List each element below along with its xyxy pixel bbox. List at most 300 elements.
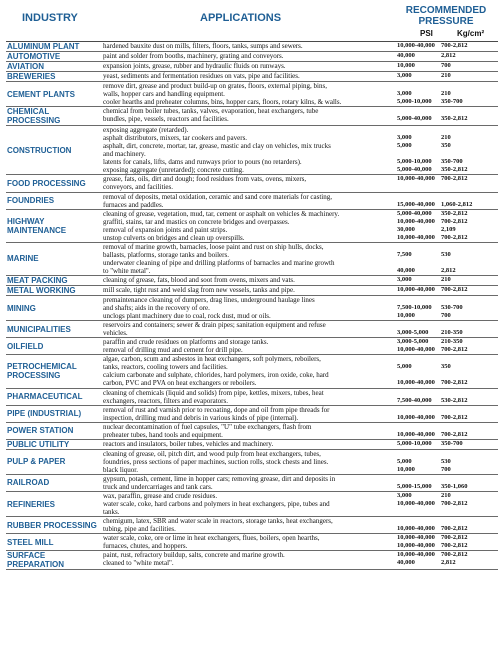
recommended-label: RECOMMENDED: [405, 5, 487, 16]
industry-table: [6, 41, 498, 570]
table-row: [6, 296, 498, 321]
psi-value: [397, 107, 441, 115]
application-text: paraffin and crude residues on platforms and storage tanks.: [103, 338, 269, 347]
kg-value: 700-2,812: [441, 233, 468, 241]
kg-value: [441, 517, 493, 525]
kg-value: 2,109: [441, 225, 456, 233]
psi-value: 10,000: [397, 465, 415, 473]
kg-value: [441, 423, 493, 431]
table-row: [6, 440, 498, 450]
kg-value: [441, 371, 493, 379]
application-text: removal of deposits, metal oxidation, ceramic and sand core materials for casting,: [103, 192, 332, 201]
table-row: [6, 193, 498, 210]
application-line: [101, 296, 493, 304]
application-line: [101, 346, 493, 354]
application-text: chemical from boiler tubes, tanks, valves, evaporation, heat exchangers, tube: [103, 107, 319, 116]
kg-value: 530-700: [441, 304, 463, 312]
psi-value: 10,000-40,000: [397, 175, 435, 183]
kg-value: 700-2,812: [441, 525, 468, 533]
application-text: tanks.: [103, 508, 120, 517]
industry-name: PIPE (INDUSTRIAL): [7, 409, 82, 419]
application-line: [101, 98, 493, 106]
table-row: [6, 107, 498, 126]
psi-value: 5,000-40,000: [397, 115, 432, 123]
application-line: [101, 286, 493, 294]
psi-value: [397, 450, 441, 458]
kg-value: 2,812: [441, 52, 456, 59]
application-line: [101, 126, 493, 134]
psi-value: 10,000: [397, 62, 415, 69]
pressure-label: PRESSURE: [418, 16, 474, 27]
kg-value: [441, 296, 493, 304]
psi-value: 10,000-40,000: [397, 285, 435, 293]
application-line: [101, 551, 493, 559]
application-line: [101, 338, 493, 346]
psi-value: 7,500-10,000: [397, 304, 432, 312]
application-text: asphalt, dirt, concrete, mortar, tar, grease, mastic and clay on vehicles, mix trucks: [103, 142, 331, 151]
psi-value: 10,000-40,000: [397, 217, 435, 225]
application-line: [101, 183, 493, 191]
application-text: tubing, pipe and facilities.: [103, 525, 176, 534]
application-text: gypsum, potash, cement, lime in hopper cars; removing grease, dirt and deposits in: [103, 474, 336, 483]
psi-value: 10,000: [397, 312, 415, 320]
application-line: [101, 492, 493, 500]
psi-value: [397, 296, 441, 304]
kg-value: [441, 193, 493, 201]
kg-value: [441, 259, 493, 267]
application-text: exposing aggregate (unretarded); concrete cutting.: [103, 166, 244, 175]
industry-name: FOOD PROCESSING: [7, 178, 86, 188]
application-line: [101, 142, 493, 150]
kg-value: 700-2,812: [441, 175, 468, 183]
application-text: furnaces and paddles.: [103, 200, 164, 209]
kg-value: 210-350: [441, 329, 463, 337]
psi-value: 40,000: [397, 559, 415, 567]
psi-value: 3,000: [397, 134, 412, 142]
application-text: wax, paraffin, grease and crude residues.: [103, 492, 218, 501]
kg-value: 210: [441, 72, 451, 79]
application-line: [101, 414, 493, 422]
kg-value: 210: [441, 90, 451, 98]
application-text: removal of marine growth, barnacles, loose paint and rust on ship hulls, docks,: [103, 242, 324, 251]
industry-name: MARINE: [7, 254, 39, 264]
application-line: [101, 134, 493, 142]
application-line: [101, 243, 493, 251]
industry-name: PETROCHEMICAL PROCESSING: [7, 362, 77, 381]
application-text: preheater tubes, hand tools and equipment.: [103, 430, 223, 439]
table-row: [6, 72, 498, 82]
application-text: grease, fats, oils, dirt and dough; food residues from vats, ovens, mixers,: [103, 175, 307, 184]
application-text: cooler hearths and preheater columns, bins, hopper cars, floors, rotary kilns, & walls.: [103, 98, 342, 107]
application-line: [101, 321, 493, 329]
kg-value: 350: [441, 142, 451, 150]
application-line: [101, 508, 493, 516]
application-line: [101, 466, 493, 474]
psi-value: 10,000-40,000: [397, 233, 435, 241]
kg-value: [441, 450, 493, 458]
table-row: [6, 355, 498, 388]
application-line: [101, 371, 493, 379]
psi-value: 10,000-40,000: [397, 500, 435, 508]
application-line: [101, 158, 493, 166]
application-text: underwater cleaning of pipe and drilling platforms of barnacles and marine growth: [103, 258, 335, 267]
psi-value: [397, 406, 441, 414]
kg-value: 700-2,812: [441, 346, 468, 354]
industry-name: CONSTRUCTION: [7, 145, 72, 155]
application-line: [101, 267, 493, 275]
psi-value: [397, 183, 441, 191]
table-row: [6, 52, 498, 62]
kg-value: 350-700: [441, 98, 463, 106]
table-row: [6, 517, 498, 534]
application-line: [101, 517, 493, 525]
application-text: to "white metal".: [103, 266, 151, 275]
application-line: [101, 234, 493, 242]
table-row: [6, 175, 498, 192]
industry-name: SURFACE PREPARATION: [7, 551, 65, 570]
application-line: [101, 397, 493, 405]
kg-value: 2,812: [441, 266, 456, 274]
industry-name: PUBLIC UTILITY: [7, 439, 70, 449]
application-text: algae, carbon, scum and asbestos in heat exchangers, soft polymers, reboilers,: [103, 355, 321, 364]
table-row: [6, 321, 498, 338]
psi-value: [397, 508, 441, 516]
psi-value: 5,000-10,000: [397, 439, 432, 447]
psi-value: 15,000-40,000: [397, 200, 435, 208]
application-text: cleaning of chemicals (liquid and solids) from pipe, kettles, mixers, tubes, heat: [103, 388, 324, 397]
psi-value: [397, 82, 441, 90]
psi-value: 5,000-40,000: [397, 166, 432, 174]
kg-value: [441, 150, 493, 158]
application-text: calcium carbonate and sulphate, chlorides, hard polymers, iron oxide, coke, hard: [103, 371, 329, 380]
industry-name: MINING: [7, 303, 36, 313]
psi-value: 40,000: [397, 266, 415, 274]
application-text: chemigum, latex, SBR and water scale in reactors, storage tanks, heat exchangers,: [103, 517, 333, 526]
kg-value: 700-2,812: [441, 500, 468, 508]
psi-value: 5,000: [397, 363, 412, 371]
table-row: [6, 276, 498, 286]
application-line: [101, 329, 493, 337]
kg-value: [441, 389, 493, 397]
application-text: conveyors, and facilities.: [103, 183, 173, 192]
application-line: [101, 423, 493, 431]
application-line: [101, 458, 493, 466]
application-line: [101, 542, 493, 550]
kg-value: 700-2,812: [441, 217, 468, 225]
kg-value: 530: [441, 457, 451, 465]
table-row: [6, 286, 498, 296]
table-row: [6, 338, 498, 355]
application-text: reactors and insulators, boiler tubes, vehicles and machinery.: [103, 439, 274, 448]
industry-name: RUBBER PROCESSING: [7, 520, 97, 530]
industry-name: ALUMINUM PLANT: [7, 42, 80, 51]
kg-value: 700: [441, 62, 451, 69]
psi-value: 5,000-15,000: [397, 482, 432, 490]
kg-value: [441, 406, 493, 414]
application-line: [101, 389, 493, 397]
kg-value: 700-2,812: [441, 285, 468, 293]
application-line: [101, 90, 493, 98]
table-row: [6, 62, 498, 72]
application-line: [101, 62, 493, 70]
table-row: [6, 243, 498, 276]
psi-value: 40,000: [397, 52, 415, 59]
application-text: reservoirs and containers; sewer & drain pipes; sanitation equipment and refuse: [103, 321, 326, 330]
application-text: cleaned to "white metal".: [103, 559, 174, 568]
application-line: [101, 259, 493, 267]
kg-value: [441, 107, 493, 115]
kg-value: 700-2,812: [441, 430, 468, 438]
kg-value: 700-2,812: [441, 379, 468, 387]
psi-value: 3,000: [397, 90, 412, 98]
industry-name: STEEL MILL: [7, 537, 54, 547]
application-text: water scale, coke, hard carbons and polymers in heat exchangers, pipe, tubes and: [103, 500, 330, 509]
application-text: asphalt distributors, mixers, tar cookers and pavers.: [103, 134, 248, 143]
kg-value: 2,812: [441, 559, 456, 567]
psi-value: 3,000: [397, 72, 412, 79]
industry-name: CEMENT PLANTS: [7, 89, 75, 99]
application-line: [101, 52, 493, 60]
table-row: [6, 389, 498, 406]
kg-value: 700-2,812: [441, 42, 468, 49]
kg-value: [441, 82, 493, 90]
application-text: premaintenance cleaning of dumpers, drag lines, underground haulage lines: [103, 295, 315, 304]
industry-name: PHARMACEUTICAL: [7, 392, 83, 402]
application-line: [101, 276, 493, 284]
psi-value: [397, 243, 441, 251]
kg-value: [441, 321, 493, 329]
application-text: remove dirt, grease and product build-up on grates, floors, external piping, bins,: [103, 82, 327, 90]
application-text: unclogs plant machinery due to coal, rock dust, mud or oils.: [103, 312, 271, 321]
application-text: mill scale, tight rust and weld slag from new vessels, tanks and pipe.: [103, 285, 295, 294]
table-row: [6, 534, 498, 551]
application-line: [101, 107, 493, 115]
application-text: bundles, pipe, vessels, reactors and facilities.: [103, 115, 229, 124]
psi-value: 5,000-10,000: [397, 158, 432, 166]
application-text: water scale, coke, ore or lime in heat exchangers, flues, boilers, open hearths,: [103, 534, 320, 543]
kg-value: 700: [441, 312, 451, 320]
kg-value: 530: [441, 250, 451, 258]
application-text: walls, hopper cars and handling equipment.: [103, 90, 225, 99]
application-text: black liquor.: [103, 465, 138, 474]
psi-value: 3,000-5,000: [397, 329, 429, 337]
application-line: [101, 72, 493, 80]
psi-value: [397, 389, 441, 397]
application-text: exchangers, reactors, filters and evaporators.: [103, 396, 228, 405]
kg-value: 350: [441, 363, 451, 371]
table-row: [6, 82, 498, 107]
psi-value: 30,000: [397, 225, 415, 233]
psi-value: [397, 126, 441, 134]
application-text: vehicles.: [103, 329, 128, 338]
table-header: [0, 0, 500, 44]
psi-value: 7,500-40,000: [397, 396, 432, 404]
table-row: [6, 450, 498, 475]
industry-name: RAILROAD: [7, 478, 50, 488]
application-line: [101, 355, 493, 363]
psi-value: 5,000: [397, 142, 412, 150]
kg-value: 210-350: [441, 338, 463, 346]
industry-name: AUTOMOTIVE: [7, 52, 61, 61]
psi-value: [397, 371, 441, 379]
application-line: [101, 379, 493, 387]
application-line: [101, 201, 493, 209]
psi-value: 3,000: [397, 275, 412, 283]
psi-value: [397, 321, 441, 329]
application-line: [101, 483, 493, 491]
application-text: carbon, PVC and PVA on heat exchangers or reboilers.: [103, 379, 257, 388]
application-text: cleaning of grease, fats, blood and soot from ovens, mixers and vats.: [103, 275, 295, 284]
industry-name: METAL WORKING: [7, 285, 76, 295]
table-row: [6, 406, 498, 423]
psi-value: [397, 259, 441, 267]
kg-value: 350-2,812: [441, 209, 468, 217]
kg-value: [441, 475, 493, 483]
application-line: [101, 251, 493, 259]
application-text: latents for canals, lifts, dams and runways prior to pours (no retarders).: [103, 158, 302, 167]
recommended-pressure-header: [392, 5, 500, 27]
application-line: [101, 450, 493, 458]
psi-value: 10,000-40,000: [397, 42, 435, 49]
kg-value: 700-2,812: [441, 534, 468, 542]
application-line: [101, 42, 493, 50]
application-text: truck and undercarriages and tank cars.: [103, 482, 213, 491]
psi-value: 3,000: [397, 492, 412, 500]
table-row: [6, 423, 498, 440]
application-line: [101, 500, 493, 508]
kg-value: 700-2,812: [441, 413, 468, 421]
application-line: [101, 175, 493, 183]
application-text: yeast, sediments and fermentation residues on vats, pipe and facilities.: [103, 72, 300, 80]
application-line: [101, 82, 493, 90]
application-text: tanks, reactors, cooling towers and facilities.: [103, 363, 228, 372]
kg-value: 350-700: [441, 158, 463, 166]
application-text: inspection, drilling mud and debris in various kinds of pipe (internal).: [103, 413, 299, 422]
application-line: [101, 166, 493, 174]
psi-value: 10,000-40,000: [397, 542, 435, 550]
kg-value: 210: [441, 134, 451, 142]
kg-value: 530-2,812: [441, 396, 468, 404]
kg-value: 210: [441, 275, 451, 283]
application-text: cleaning of grease, vegetation, mud, tar, cement or asphalt on vehicles & machinery.: [103, 209, 340, 218]
application-line: [101, 210, 493, 218]
application-line: [101, 115, 493, 123]
application-text: removal of rust and varnish prior to recoating, dope and oil from pipe threads for: [103, 405, 330, 414]
industry-column-header: INDUSTRY: [22, 12, 78, 24]
psi-value: [397, 355, 441, 363]
table-row: [6, 492, 498, 517]
application-text: furnaces, chutes, and hoppers.: [103, 542, 188, 551]
application-line: [101, 312, 493, 320]
kg-value: [441, 126, 493, 134]
application-text: nuclear decontamination of fuel capsules, "U" tube exchangers, flash from: [103, 422, 312, 431]
kg-value: 350-1,060: [441, 482, 468, 490]
kg-value: 700: [441, 465, 451, 473]
application-text: unstop culverts on bridges and clean up overspills.: [103, 233, 245, 242]
application-text: foundries, press sections of paper machines, suction rolls, stock chests and lines.: [103, 457, 329, 466]
application-line: [101, 475, 493, 483]
industry-name: MUNICIPALITIES: [7, 324, 71, 334]
kg-value: [441, 243, 493, 251]
psi-value: [397, 517, 441, 525]
industry-name: POWER STATION: [7, 426, 74, 436]
application-text: and shafts; aids in the recovery of ore.: [103, 304, 210, 313]
table-row: [6, 42, 498, 52]
psi-value: 10,000-40,000: [397, 551, 435, 559]
application-text: removal of expansion joints and paint strips.: [103, 225, 228, 234]
kg-value: [441, 508, 493, 516]
application-text: hardened bauxite dust on mills, filters, floors, tanks, sumps and sewers.: [103, 42, 303, 50]
application-line: [101, 559, 493, 567]
industry-name: FOUNDRIES: [7, 196, 55, 206]
kg-value: 210: [441, 492, 451, 500]
kg-value: 350-2,812: [441, 166, 468, 174]
application-line: [101, 226, 493, 234]
kg-value: 1,060-2,812: [441, 200, 473, 208]
industry-name: OILFIELD: [7, 341, 44, 351]
industry-name: BREWERIES: [7, 72, 56, 81]
kg-value: 350-2,812: [441, 115, 468, 123]
application-text: paint, rust, refractory buildup, salts, concrete and marine growth.: [103, 551, 285, 560]
kg-value: 350-700: [441, 439, 463, 447]
application-line: [101, 304, 493, 312]
table-row: [6, 551, 498, 570]
application-text: ballasts, platforms, storage tanks and boilers.: [103, 250, 229, 259]
table-row: [6, 475, 498, 492]
application-text: graffiti, stains, tar and mastics on concrete bridges and overpasses.: [103, 217, 290, 226]
psi-value: 3,000-5,000: [397, 338, 429, 346]
application-line: [101, 150, 493, 158]
applications-column-header: APPLICATIONS: [200, 12, 282, 24]
industry-name: HIGHWAY MAINTENANCE: [7, 216, 67, 235]
psi-value: 10,000-40,000: [397, 525, 435, 533]
application-line: [101, 534, 493, 542]
table-row: [6, 126, 498, 175]
industry-name: PULP & PAPER: [7, 457, 66, 467]
kg-value: [441, 183, 493, 191]
application-line: [101, 525, 493, 533]
application-text: paint and solder from booths, machinery, grating and conveyors.: [103, 52, 284, 60]
psi-value: 5,000: [397, 457, 412, 465]
psi-value: [397, 193, 441, 201]
psi-value: 10,000-40,000: [397, 346, 435, 354]
psi-value: 10,000-40,000: [397, 379, 435, 387]
psi-value: [397, 423, 441, 431]
psi-value: 5,000-10,000: [397, 98, 432, 106]
psi-value: 10,000-40,000: [397, 413, 435, 421]
application-line: [101, 218, 493, 226]
application-line: [101, 406, 493, 414]
psi-value: 10,000-40,000: [397, 430, 435, 438]
psi-value: 5,000-40,000: [397, 209, 432, 217]
application-text: and machinery.: [103, 150, 146, 159]
table-row: [6, 210, 498, 243]
application-text: removal of drilling mud and cement for drill pipe.: [103, 346, 243, 355]
kg-value: [441, 355, 493, 363]
psi-unit-header: PSI: [420, 29, 433, 38]
industry-name: MEAT PACKING: [7, 275, 68, 285]
application-text: expansion joints, grease, rubber and hydraulic fluids on runways.: [103, 62, 286, 70]
psi-value: 10,000-40,000: [397, 534, 435, 542]
application-text: exposing aggregate (retarded).: [103, 126, 189, 135]
application-text: cleaning of grease, oil, pitch dirt, and wood pulp from heat exchangers, tubes,: [103, 449, 321, 458]
psi-value: 7,500: [397, 250, 412, 258]
application-line: [101, 363, 493, 371]
psi-value: [397, 475, 441, 483]
industry-name: REFINERIES: [7, 499, 56, 509]
psi-value: [397, 150, 441, 158]
application-line: [101, 431, 493, 439]
